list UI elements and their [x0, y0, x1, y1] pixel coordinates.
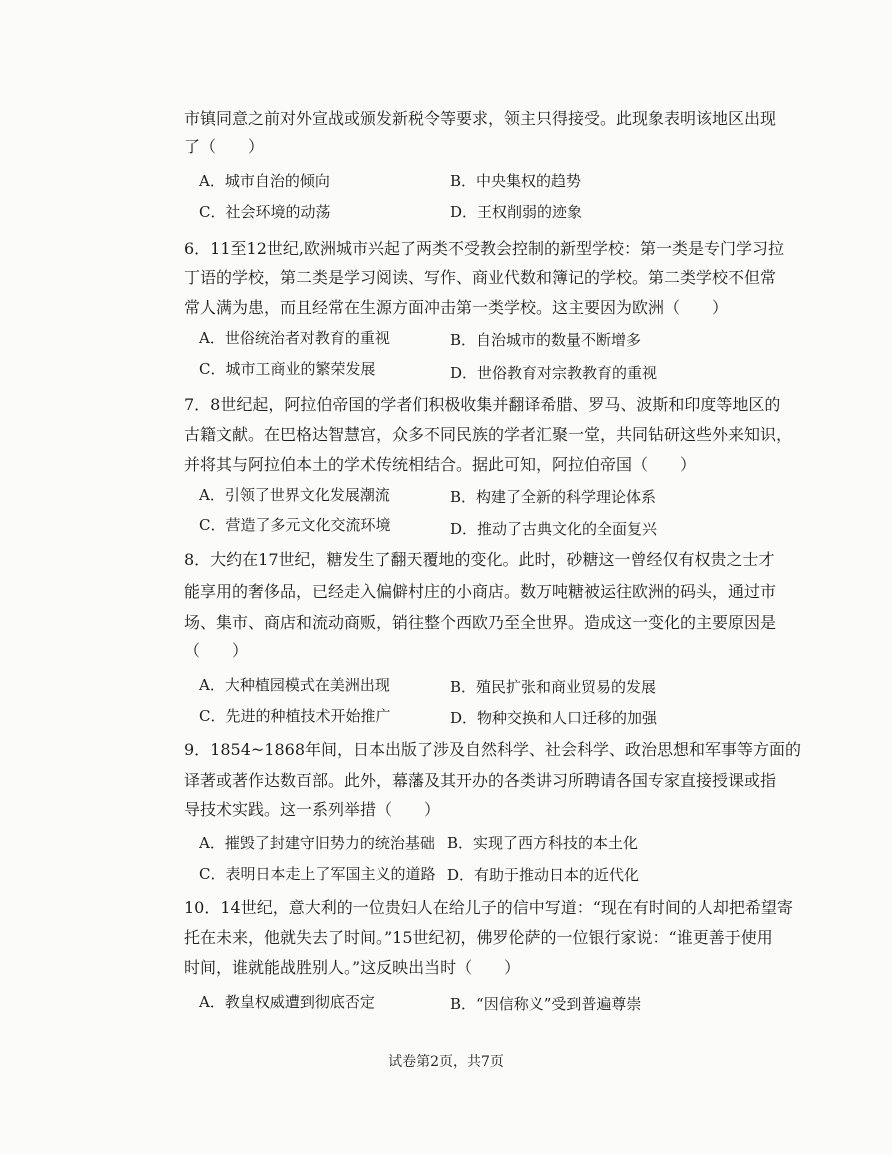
q10-stem-line-1: 10．14世纪，意大利的一位贵妇人在给儿子的信中写道：“现在有时间的人却把希望寄: [184, 898, 793, 917]
q8-option-d: D．物种交换和人口迁移的加强: [450, 709, 658, 727]
q6-option-d: D．世俗教育对宗教教育的重视: [450, 364, 658, 382]
q8-stem-line-4: （ ）: [184, 641, 249, 660]
q6-option-b: B．自治城市的数量不断增多: [450, 331, 642, 349]
q5-option-d: D．王权削弱的迹象: [450, 203, 583, 221]
q6-option-a: A．世俗统治者对教育的重视: [199, 329, 390, 347]
q9-option-d: D．有助于推动日本的近代化: [447, 866, 640, 884]
q7-stem-line-1: 7．8世纪起，阿拉伯帝国的学者们积极收集并翻译希腊、罗马、波斯和印度等地区的: [184, 395, 781, 414]
q8-option-c: C．先进的种植技术开始推广: [199, 707, 391, 725]
q7-option-d: D．推动了古典文化的全面复兴: [450, 520, 658, 538]
q5-stem-line-1: 市镇同意之前对外宣战或颁发新税令等要求，领主只得接受。此现象表明该地区出现: [184, 109, 777, 128]
q8-stem-line-3: 场、集市、商店和流动商贩，销往整个西欧乃至全世界。造成这一变化的主要原因是: [184, 613, 777, 632]
q10-option-b: B．“因信称义”受到普遍尊崇: [450, 995, 642, 1013]
q8-option-a: A．大种植园模式在美洲出现: [199, 676, 390, 694]
page-number-footer: 试卷第2页，共7页: [388, 1054, 504, 1070]
q6-stem-line-1: 6．11至12世纪,欧洲城市兴起了两类不受教会控制的新型学校：第一类是专门学习拉: [184, 239, 784, 258]
q5-option-b: B．中央集权的趋势: [450, 172, 582, 190]
q8-option-b: B．殖民扩张和商业贸易的发展: [450, 678, 657, 696]
q7-option-b: B．构建了全新的科学理论体系: [450, 488, 657, 506]
q7-stem-line-3: 并将其与阿拉伯本土的学术传统相结合。据此可知，阿拉伯帝国（ ）: [184, 455, 697, 474]
q9-option-c: C．表明日本走上了军国主义的道路: [199, 865, 436, 883]
q7-option-a: A．引领了世界文化发展潮流: [199, 486, 390, 504]
q8-stem-line-1: 8．大约在17世纪，糖发生了翻天覆地的变化。此时，砂糖这一曾经仅有权贵之士才: [184, 550, 775, 569]
q8-stem-line-2: 能享用的奢侈品，已经走入偏僻村庄的小商店。数万吨糖被运往欧洲的码头，通过市: [184, 582, 777, 601]
q6-option-c: C．城市工商业的繁荣发展: [199, 360, 376, 378]
q10-option-a: A．教皇权威遭到彻底否定: [199, 993, 375, 1011]
q10-stem-line-3: 时间，谁就能战胜别人。”这反映出当时（ ）: [184, 958, 521, 977]
q9-option-b: B．实现了西方科技的本土化: [447, 834, 639, 852]
q10-stem-line-2: 托在未来，他就失去了时间。”15世纪初，佛罗伦萨的一位银行家说：“谁更善于使用: [184, 928, 773, 947]
q9-option-a: A．摧毁了封建守旧势力的统治基础: [199, 834, 435, 852]
q9-stem-line-2: 译著或著作达数百部。此外，幕藩及其开办的各类讲习所聘请各国专家直接授课或指: [184, 771, 777, 790]
q5-stem-line-2: 了（ ）: [184, 137, 265, 156]
q6-stem-line-2: 丁语的学校，第二类是学习阅读、写作、商业代数和簿记的学校。第二类学校不但常: [184, 268, 777, 287]
q7-option-c: C．营造了多元文化交流环境: [199, 516, 391, 534]
q5-option-a: A．城市自治的倾向: [199, 172, 330, 190]
q5-option-c: C．社会环境的动荡: [199, 203, 331, 221]
q9-stem-line-1: 9．1854~1868年间，日本出版了涉及自然科学、社会科学、政治思想和军事等方面的: [184, 740, 802, 759]
q9-stem-line-3: 导技术实践。这一系列举措（ ）: [184, 800, 441, 819]
q6-stem-line-3: 常人满为患，而且经常在生源方面冲击第一类学校。这主要因为欧洲（ ）: [184, 298, 729, 317]
q7-stem-line-2: 古籍文献。在巴格达智慧宫，众多不同民族的学者汇聚一堂，共同钻研这些外来知识，: [184, 425, 793, 444]
